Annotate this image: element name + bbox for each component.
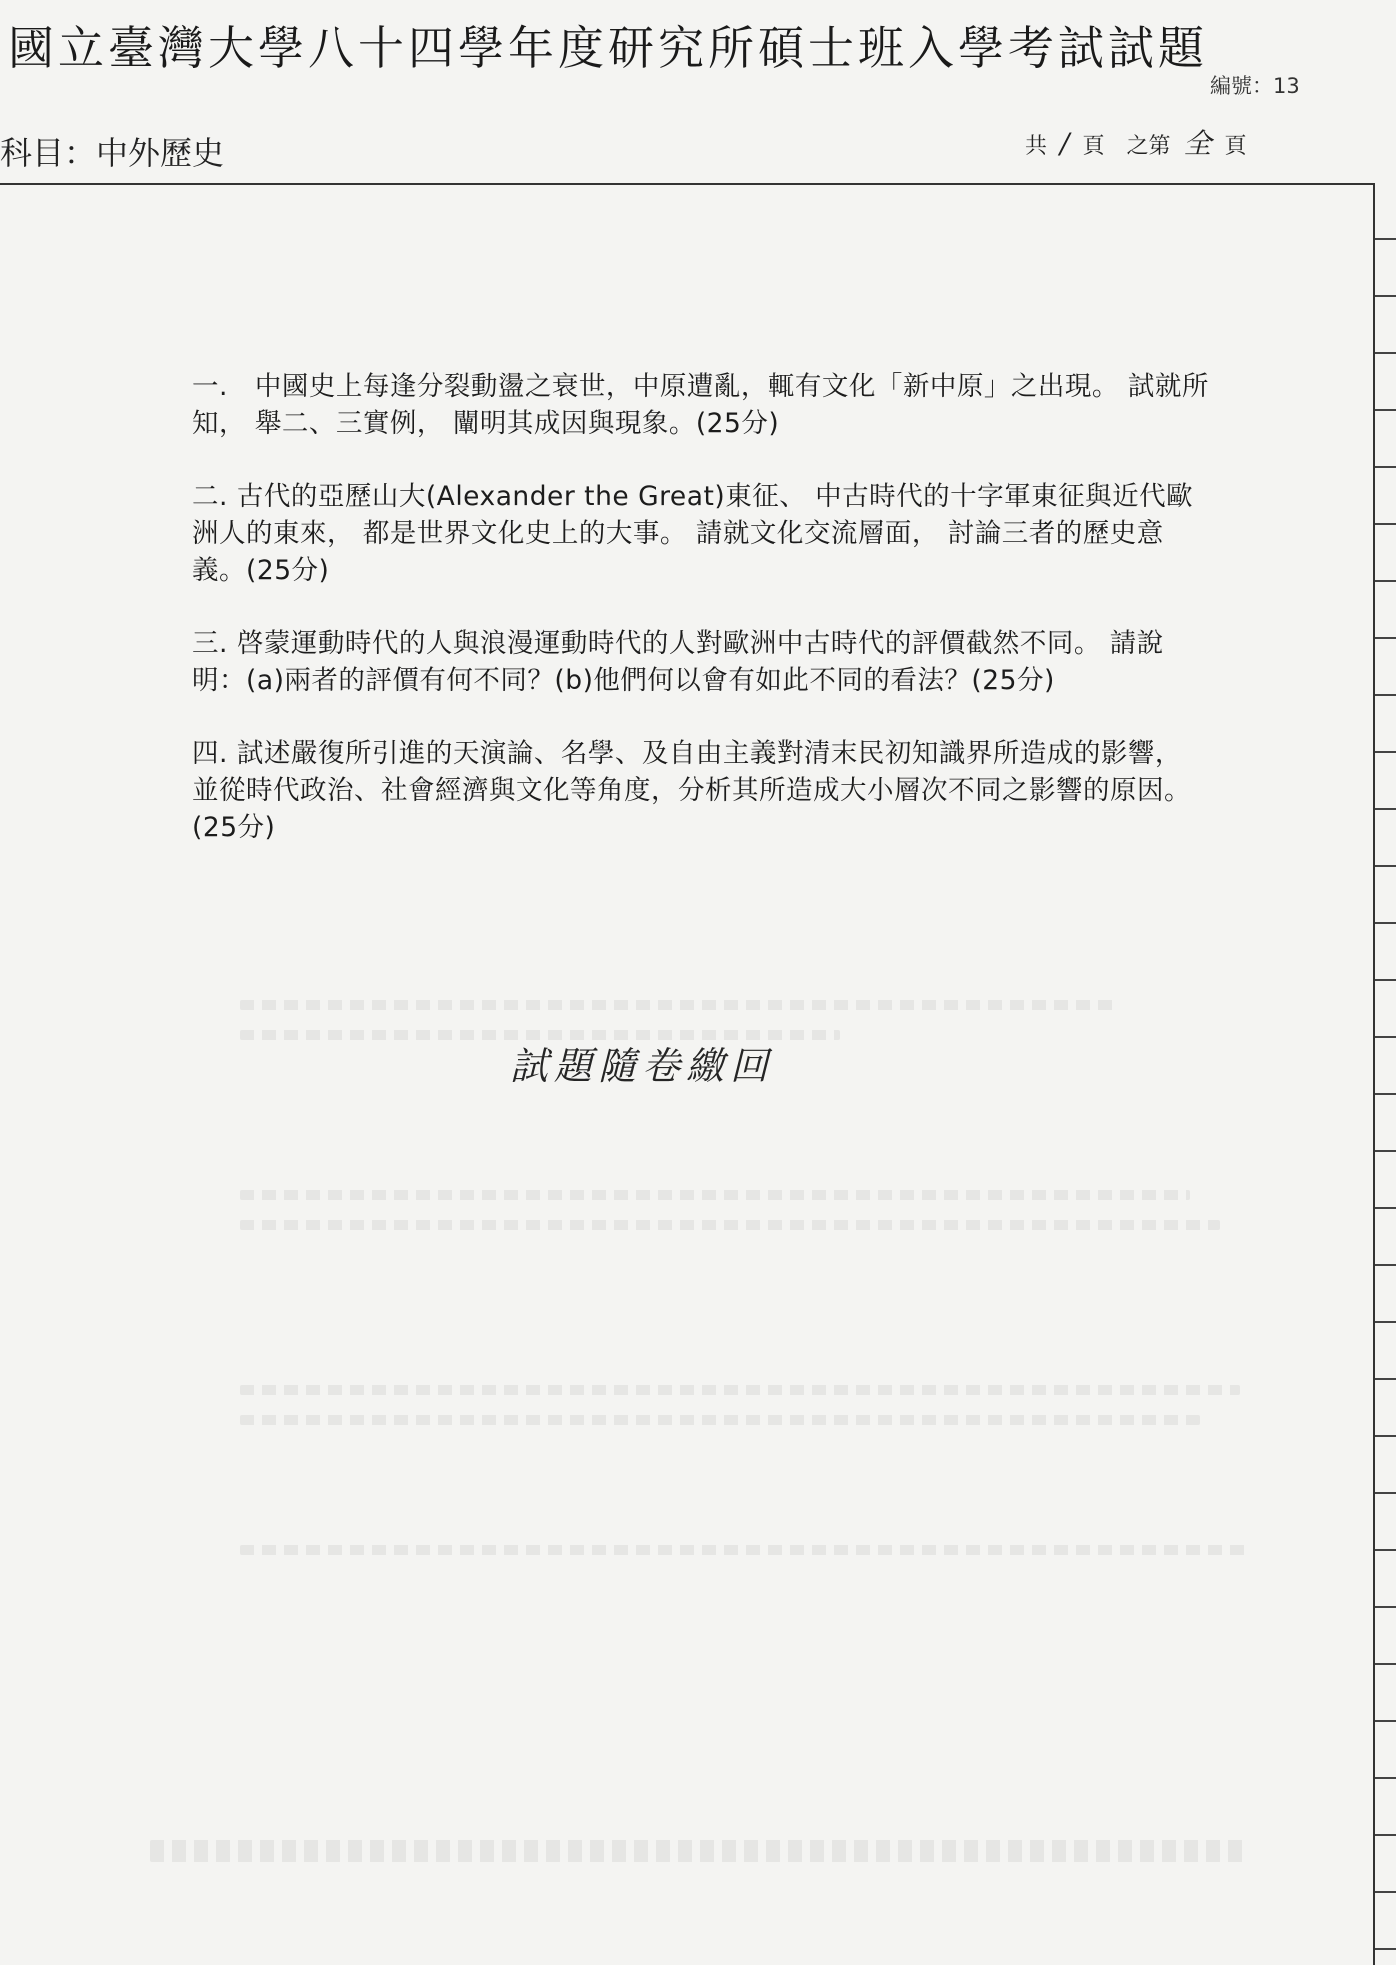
question-2: 二. 古代的亞歷山大(Alexander the Great)東征、 中古時代的十字軍東征與近代歐洲人的東來， 都是世界文化史上的大事。 請就文化交流層面， 討論三者的歷史意義。(25分) xyxy=(192,481,1194,586)
page-count-prefix: 共 xyxy=(1025,134,1048,159)
exam-subject: 科目：中外歷史 xyxy=(0,134,225,172)
page-count-total: / xyxy=(1060,127,1070,160)
margin-ruler xyxy=(1375,183,1396,1961)
page-count-suffix: 頁 xyxy=(1224,134,1247,159)
question-3: 三. 啓蒙運動時代的人與浪漫運動時代的人對歐洲中古時代的評價截然不同。 請說明：(a)兩者的評價有何不同？(b)他們何以會有如此不同的看法？(25分) xyxy=(192,628,1164,696)
page-count-mid: 頁 之第 xyxy=(1082,134,1171,159)
page-count-current: 全 xyxy=(1183,127,1212,160)
page-count xyxy=(1025,122,1247,162)
exam-title: 國立臺灣大學八十四學年度研究所碩士班入學考試試題 xyxy=(8,21,1208,75)
question-list xyxy=(192,368,1212,882)
question-4: 四. 試述嚴復所引進的天演論、名學、及自由主義對清末民初知識界所造成的影響， 並從時代政治、社會經濟與文化等角度，分析其所造成大小層次不同之影響的原因。(25分) xyxy=(192,738,1191,843)
return-notice-stamp: 試題隨卷繳回 xyxy=(510,1044,775,1088)
exam-serial-number: 編號：13 xyxy=(1210,74,1300,98)
question-1: 一. 中國史上每逢分裂動盪之衰世，中原遭亂，輒有文化「新中原」之出現。 試就所知， 舉二、三實例， 闡明其成因與現象。(25分) xyxy=(192,371,1209,439)
